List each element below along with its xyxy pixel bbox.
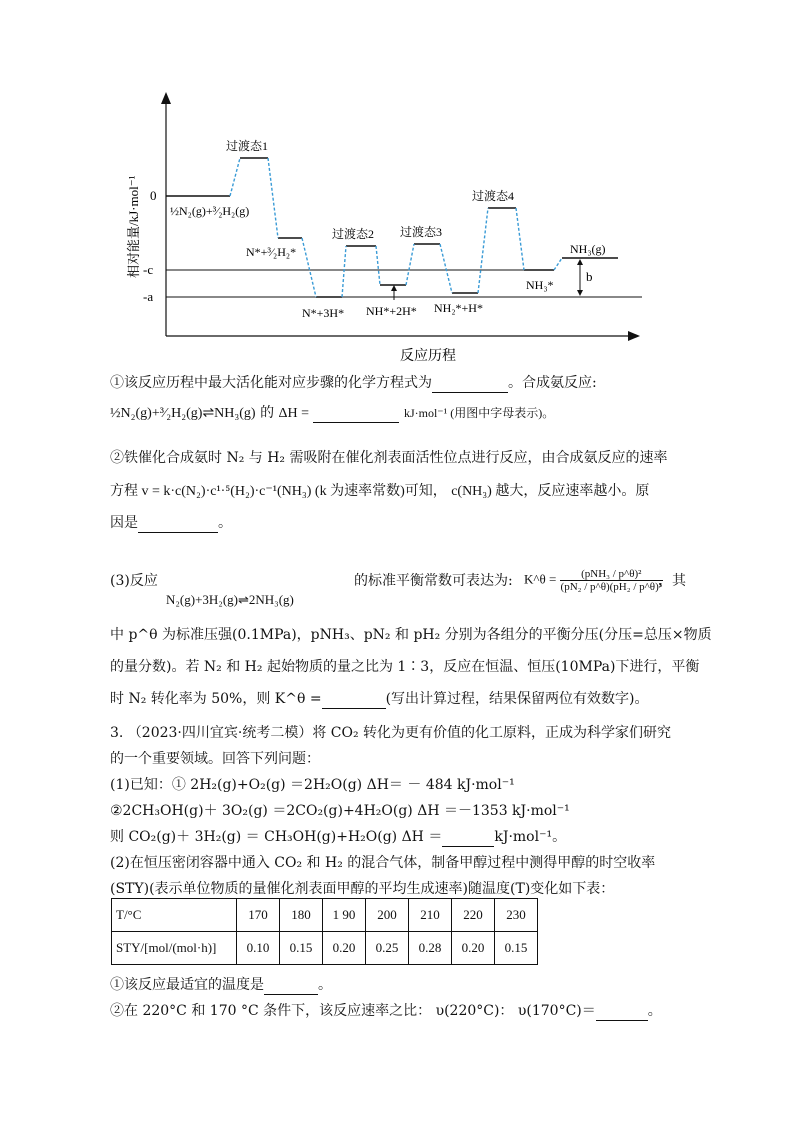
y-axis-label: 相对能量/kJ·mol⁻¹: [126, 175, 141, 278]
y-tick-a: -a: [143, 289, 154, 304]
table-head-sty: STY/[mol/(mol·h)]: [112, 932, 237, 965]
nh-arrow-head: [391, 285, 397, 291]
p3-blank-dh[interactable]: [442, 828, 494, 847]
table-cell: 170: [237, 899, 280, 932]
table-cell: 180: [280, 899, 323, 932]
q1-blank-1[interactable]: [432, 374, 508, 393]
b-label: b: [586, 269, 593, 284]
x-axis-arrow: [628, 331, 640, 341]
label-reactants: ½N₂(g)+³⁄₂H₂(g): [170, 204, 250, 218]
p3-blank-ratio[interactable]: [596, 1002, 648, 1021]
label-ts4: 过渡态4: [472, 189, 515, 203]
table-cell: 0.10: [237, 932, 280, 965]
p3-line5: 则 CO₂(g)＋ 3H₂(g) ＝ CH₃OH(g)+H₂O(g) ΔH ＝ kJ·mol⁻¹。: [110, 829, 567, 845]
p3-line6: (2)在恒压密闭容器中通入 CO₂ 和 H₂ 的混合气体，制备甲醇过程中测得甲醇的时空收率: [110, 855, 656, 871]
q3-equation: N₂(g)+3H₂(g)⇌2NH₃(g): [166, 592, 294, 607]
table-cell: 0.20: [452, 932, 495, 965]
b-arrow-top: [577, 259, 583, 265]
p3-qb: ②在 220°C 和 170 °C 条件下，该反应速率之比： υ(220°C)： υ(170°C)＝ 。: [110, 1003, 662, 1019]
q3-line2: 中 p^θ 为标准压强(0.1MPa)，pNH₃、pN₂ 和 pH₂ 分别为各组分的平衡分压(分压=总压×物质: [110, 627, 712, 643]
reaction-path: [230, 158, 562, 297]
table-cell: 230: [495, 899, 538, 932]
y-tick-c: -c: [143, 262, 154, 277]
table-cell: 0.15: [280, 932, 323, 965]
q3-blank[interactable]: [322, 690, 386, 709]
q1-blank-2[interactable]: [313, 404, 399, 423]
table-cell: 0.15: [495, 932, 538, 965]
q3-k: K^θ = $\frac{\text{(pNH₃ / p\textasciicircum{}θ)²}}{\text{(pN₂ / p\textasciicircum{}θ)(pH₂ / p\textasciicircum{}θ)³}}$: [524, 568, 663, 593]
q3-line3: 的量分数)。若 N₂ 和 H₂ 起始物质的量之比为 1∶3，反应在恒温、恒压(10MPa)下进行，平衡: [110, 659, 700, 675]
p3-blank-temp[interactable]: [264, 976, 318, 995]
label-n-3h: N*+3H*: [302, 306, 345, 320]
label-ts2: 过渡态2: [332, 227, 375, 241]
q3-prefix: (3)反应: [110, 573, 158, 589]
p3-line4: ②2CH₃OH(g)＋ 3O₂(g) ＝2CO₂(g)+4H₂O(g) ΔH ＝－1353 kJ·mol⁻¹: [110, 803, 570, 819]
q3-tail: ，其: [658, 573, 686, 589]
table-head-t: T/°C: [112, 899, 237, 932]
label-nh2-h: NH₂*+H*: [434, 301, 483, 315]
q2-line3: 因是 。: [110, 515, 232, 531]
p3-line3: (1)已知：① 2H₂(g)+O₂(g) ＝2H₂O(g) ΔH＝ － 484 kJ·mol⁻¹: [110, 777, 515, 793]
label-ts1: 过渡态1: [226, 139, 269, 153]
q1-line1: ①该反应历程中最大活化能对应步骤的化学方程式为 。合成氨反应:: [110, 375, 597, 391]
p3-line7: (STY)(表示单位物质的量催化剂表面甲醇的平均生成速率)随温度(T)变化如下表：: [110, 881, 615, 897]
table-cell: 220: [452, 899, 495, 932]
p3-line2: 的一个重要领域。回答下列问题：: [110, 751, 320, 767]
table-row: [112, 932, 538, 965]
table-cell: 0.25: [366, 932, 409, 965]
p3-line1: 3. （2023·四川宜宾·统考二模）将 CO₂ 转化为更有价值的化工原料，正成为科学家们研究: [110, 725, 672, 741]
q3-line4: 时 N₂ 转化率为 50%，则 K^θ = (写出计算过程，结果保留两位有效数字)。: [110, 691, 649, 707]
x-axis-label: 反应历程: [400, 349, 456, 364]
table-cell: 200: [366, 899, 409, 932]
table-cell: 210: [409, 899, 452, 932]
q3-mid: 的标准平衡常数可表达为:: [354, 573, 513, 589]
table-row: [112, 899, 538, 932]
sty-table: [111, 898, 538, 965]
table-cell: 0.20: [323, 932, 366, 965]
y-tick-0: 0: [150, 188, 157, 203]
energy-profile-diagram: [110, 88, 650, 368]
label-nh3-g: NH₃(g): [570, 242, 606, 256]
label-nh-2h: NH*+2H*: [366, 304, 417, 318]
q2-line1: ②铁催化合成氨时 N₂ 与 H₂ 需吸附在催化剂表面活性位点进行反应，由合成氨反应的速率: [110, 450, 668, 466]
y-axis-arrow: [161, 92, 171, 104]
label-nh3-ads: NH₃*: [526, 278, 554, 292]
p3-qa: ①该反应最适宜的温度是 。: [110, 977, 332, 993]
table-cell: 1 90: [323, 899, 366, 932]
label-n-h2: N*+³⁄₂H₂*: [246, 245, 297, 259]
q1-line2: ½N₂(g)+³⁄₂H₂(g)⇌NH₃(g) 的 ΔH = kJ·mol⁻¹ (用图中字母表示)。: [110, 405, 555, 421]
q2-line2: 方程 v = k·c(N₂)·c¹·⁵(H₂)·c⁻¹(NH₃) (k 为速率常数)可知， c(NH₃) 越大，反应速率越小。原: [110, 484, 650, 499]
table-cell: 0.28: [409, 932, 452, 965]
b-arrow-bottom: [577, 290, 583, 296]
q3-k-fraction: $\frac{\text{(pNH₃ / p\textasciicircum{}θ)²}}{\text{(pN₂ / p\textasciicircum{}θ)(pH₂ / p\textasciicircum{}θ)³}}$: [560, 568, 663, 593]
label-ts3: 过渡态3: [400, 225, 443, 239]
q2-blank[interactable]: [138, 514, 218, 533]
